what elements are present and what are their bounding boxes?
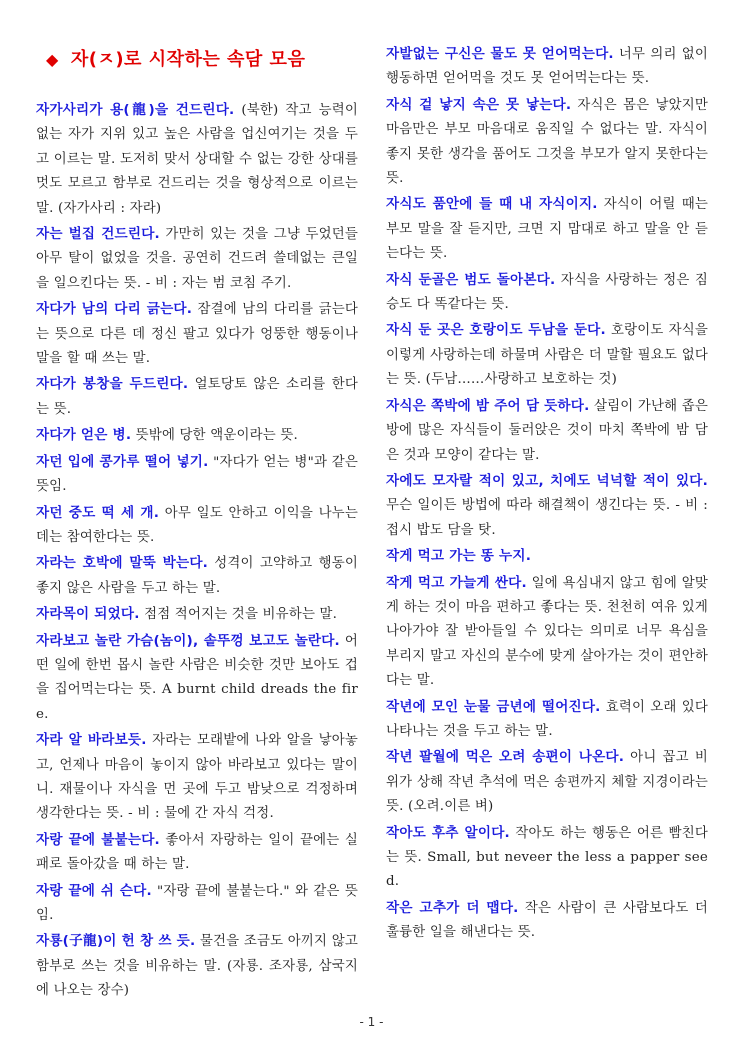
proverb-headword: 작년 팔월에 먹은 오려 송편이 나온다. (386, 749, 625, 766)
proverb-meaning: 잠결에 남의 다리를 긁는다는 뜻으로 다른 데 정신 팔고 있다가 엉뚱한 행동이나 말을 할 때 쓰는 말. (36, 302, 358, 367)
proverb-meaning: 뜻밖에 당한 액운이라는 뜻. (131, 428, 298, 444)
proverb-headword: 자라 알 바라보듯. (36, 732, 147, 749)
proverb-entry (36, 222, 358, 296)
proverb-meaning: 호랑이도 자식을 이렇게 사랑하는데 하물며 사람은 더 말할 필요도 없다는 뜻. (두남……사랑하고 보호하는 것) (386, 323, 708, 388)
proverb-headword: 자식 겉 낳지 속은 못 낳는다. (386, 96, 572, 113)
proverb-headword: 작게 먹고 가는 똥 누지. (386, 548, 532, 565)
proverb-meaning: 자식이 어릴 때는 부모 말을 잘 듣지만, 크면 지 맘대로 하고 말을 안 듣는다는 뜻. (386, 197, 708, 262)
right-column (386, 42, 708, 947)
proverb-entry (386, 469, 708, 543)
proverb-entry (36, 602, 358, 627)
proverb-meaning: 물건을 조금도 아끼지 않고 함부로 쓰는 것을 비유하는 말. (자룡. 조자룡, 삼국지에 나오는 장수) (36, 934, 358, 999)
proverb-meaning: 너무 의리 없이 행동하면 얻어먹을 것도 못 얻어먹는다는 뜻. (386, 47, 708, 87)
proverb-entry (386, 192, 708, 266)
proverb-entry (36, 450, 358, 500)
proverb-headword: 자랑 끝에 불붙는다. (36, 831, 160, 848)
proverb-headword: 자랑 끝에 쉬 슨다. (36, 882, 152, 899)
proverb-headword: 작아도 후추 알이다. (386, 824, 510, 841)
proverb-headword: 작은 고추가 더 맵다. (386, 899, 519, 916)
proverb-meaning: "자랑 끝에 불붙는다." 와 같은 뜻임. (36, 883, 358, 923)
proverb-entry (386, 695, 708, 745)
proverb-entry (36, 929, 358, 1003)
proverb-headword: 자식 둔 곳은 호랑이도 두남을 둔다. (386, 322, 606, 339)
proverb-meaning: 작은 사람이 큰 사람보다도 더 훌륭한 일을 해낸다는 뜻. (386, 900, 708, 941)
proverb-meaning: 아무 일도 안하고 이익을 나누는 데는 참여한다는 뜻. (36, 505, 359, 545)
proverb-meaning: 자식을 사랑하는 정은 짐승도 다 똑같다는 뜻. (386, 272, 708, 313)
proverb-meaning: 얼토당토 않은 소리를 한다는 뜻. (36, 377, 358, 417)
proverb-headword: 자다가 남의 다리 긁는다. (36, 301, 193, 318)
proverb-entry (36, 423, 358, 448)
proverb-entry (36, 728, 358, 827)
proverb-meaning: 일에 욕심내지 않고 힘에 알맞게 하는 것이 마음 편하고 좋다는 뜻. 천천히 여유 있게 나아가야 잘 받아들일 수 있다는 의미로 너무 욕심을 부리지 말고 자신의 분수에 맞게 살아가는 것이 편안하다는 말. (386, 575, 708, 689)
proverb-headword: 자식은 쪽박에 밤 주어 담 듯하다. (386, 397, 590, 414)
proverb-entry (386, 544, 708, 569)
proverb-meaning: 좋아서 자랑하는 일이 끝에는 실패로 돌아갔을 때 하는 말. (36, 832, 358, 873)
proverb-meaning: 효력이 오래 있다 나타나는 것을 두고 하는 말. (386, 699, 708, 739)
page-number: - 1 - (359, 1015, 384, 1029)
proverb-entry (386, 745, 708, 819)
right-entry-list (386, 42, 708, 946)
proverb-headword: 자다가 얻은 병. (36, 427, 132, 444)
proverb-headword: 자식 둔골은 범도 돌아본다. (386, 271, 556, 288)
proverb-headword: 자에도 모자랄 적이 있고, 치에도 넉넉할 적이 있다. (386, 472, 708, 489)
proverb-meaning: 가만히 있는 것을 그냥 두었던들 아무 탈이 없었을 것을. 공연히 건드려 쓸데없는 큰일을 일으킨다는 뜻. - 비 : 자는 범 코침 주기. (36, 227, 358, 291)
proverb-entry (36, 297, 358, 371)
proverb-meaning: 작아도 하는 행동은 어른 빰친다는 뜻. Small, but neveer the less a papper seed. (386, 825, 708, 890)
proverb-entry (36, 501, 358, 551)
diamond-bullet-icon: ◆ (46, 50, 59, 69)
proverb-meaning: 살림이 가난해 좁은 방에 많은 자식들이 둘러앉은 것이 마치 쪽박에 밤 담은 것과 모양이 같다는 말. (386, 398, 708, 463)
page-title (36, 42, 358, 78)
proverb-entry (386, 896, 708, 946)
proverb-headword: 작년에 모인 눈물 금년에 떨어진다. (386, 698, 601, 715)
proverb-entry (36, 98, 358, 221)
proverb-meaning: 점점 적어지는 것을 비유하는 말. (139, 607, 338, 623)
proverb-entry (386, 571, 708, 694)
proverb-meaning: 아니 꼽고 비위가 상해 작년 추석에 먹은 송편까지 체할 지경이라는 뜻. (오려.이른 벼) (386, 750, 709, 815)
proverb-headword: 자던 중도 떡 세 개. (36, 504, 160, 521)
proverb-headword: 자발없는 구신은 물도 못 얻어먹는다. (386, 46, 614, 62)
proverb-headword: 자가사리가 용(龍)을 건드린다. (36, 102, 235, 118)
proverb-headword: 자는 벌집 건드린다. (36, 226, 160, 243)
proverb-headword: 자룡(子龍)이 헌 창 쓰 듯. (36, 933, 196, 950)
proverb-entry (386, 268, 708, 318)
page-title-text: 자(ㅈ)로 시작하는 속담 모음 (70, 49, 306, 70)
proverb-headword: 작게 먹고 가늘게 싼다. (386, 574, 527, 591)
proverb-entry (36, 372, 358, 422)
proverb-entry (386, 42, 708, 92)
proverb-meaning: 어떤 일에 한번 몹시 놀란 사람은 비슷한 것만 보아도 겁을 집어먹는다는 뜻. A burnt child dreads the fire. (36, 633, 359, 722)
proverb-meaning: 무슨 일이든 방법에 따라 해결책이 생긴다는 뜻. - 비 : 접시 밥도 담을 탓. (386, 498, 708, 538)
proverb-meaning: "자다가 얻는 병"과 같은 뜻임. (36, 454, 358, 495)
proverb-entry (36, 551, 358, 601)
proverb-entry (36, 879, 358, 929)
proverb-headword: 자다가 봉창을 두드린다. (36, 376, 189, 393)
proverb-entry (386, 318, 708, 392)
proverb-headword: 자라는 호박에 말뚝 박는다. (36, 555, 209, 572)
proverb-headword: 자라목이 되었다. (36, 606, 140, 623)
proverb-headword: 자라보고 놀란 가슴(놈이), 솥뚜껑 보고도 놀란다. (36, 632, 340, 649)
proverb-meaning: 자식은 몸은 낳았지만 마음만은 부모 마음대로 움직일 수 없다는 말. 자식이 좋지 못한 생각을 품어도 그것을 부모가 알지 못한다는 뜻. (386, 97, 708, 187)
proverb-meaning: 성격이 고약하고 행동이 좋지 않은 사람을 두고 하는 말. (36, 556, 358, 596)
proverb-meaning: (북한) 작고 능력이 없는 자가 지위 있고 높은 사람을 업신여기는 것을 두고 이르는 말. 도저히 맞서 상대할 수 없는 강한 상대를 멋도 모르고 함부로 건드리는 것을 형상적으로 이르는 말. (자가사리 : 자라) (36, 103, 358, 216)
proverb-meaning: 자라는 모래밭에 나와 알을 낳아놓고, 언제나 마음이 놓이지 않아 바라보고 있다는 말이니. 재물이나 자식을 먼 곳에 두고 밤낮으로 걱정하며 생각한다는 뜻. - 비 : 물에 간 자식 걱정. (36, 733, 358, 822)
left-column (36, 42, 358, 1005)
proverb-entry (386, 821, 708, 895)
proverb-entry (386, 93, 708, 192)
proverb-entry (386, 394, 708, 468)
proverb-entry (36, 629, 358, 728)
proverb-entry (36, 828, 358, 878)
proverb-headword: 자던 입에 콩가루 떨어 넣기. (36, 453, 209, 470)
proverb-headword: 자식도 품안에 들 때 내 자식이지. (386, 196, 598, 213)
left-entry-list (36, 98, 358, 1004)
